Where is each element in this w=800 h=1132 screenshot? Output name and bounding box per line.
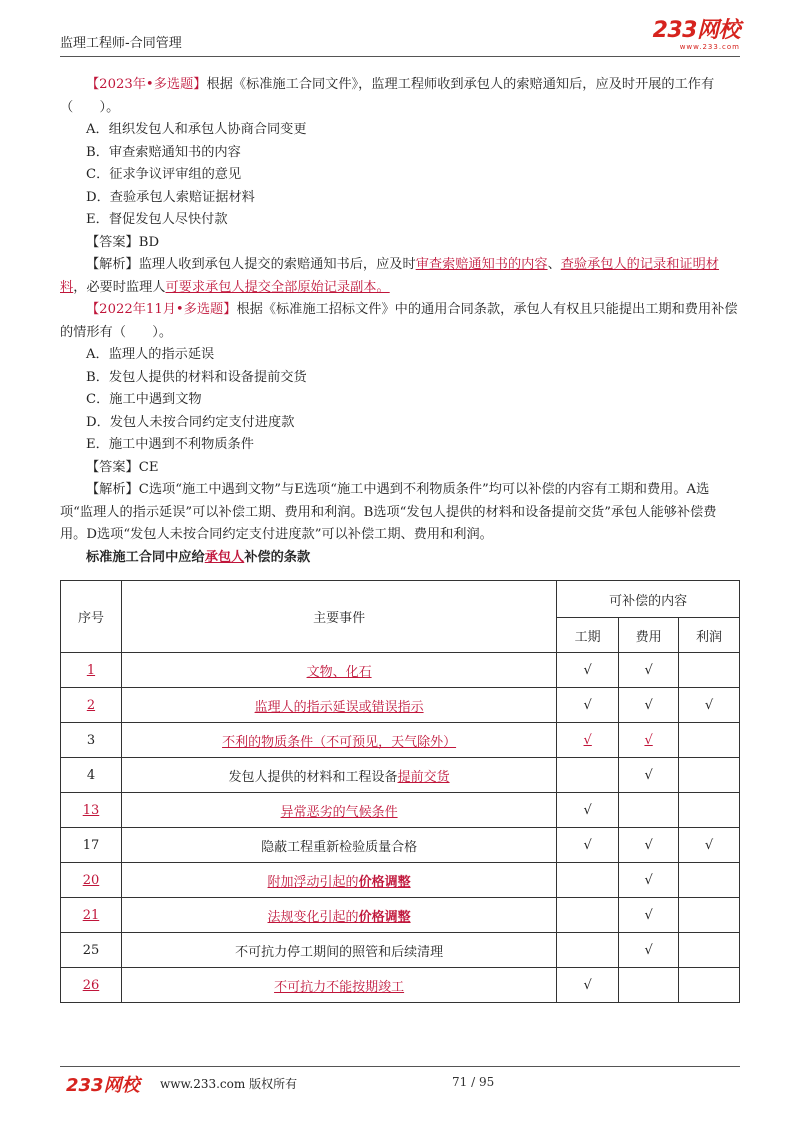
document-title: 监理工程师-合同管理 bbox=[60, 36, 182, 51]
option: C．施工中遇到文物 bbox=[86, 392, 202, 407]
table-title: 标准施工合同中应给承包人补偿的条款 bbox=[86, 549, 311, 565]
option: E．施工中遇到不利物质条件 bbox=[86, 437, 254, 452]
page-footer bbox=[60, 1066, 740, 1096]
table-row: 25 不可抗力停工期间的照管和后续清理 √ bbox=[61, 933, 740, 968]
question-tag: 【2022年11月•多选题】 bbox=[86, 302, 237, 317]
question-1-stem: 【2023年•多选题】根据《标准施工合同文件》，监理工程师收到承包人的索赔通知后，应及时开展的工作有（ ）。 bbox=[60, 77, 715, 115]
option: C．征求争议评审组的意见 bbox=[86, 167, 242, 182]
footer-logo: 233网校 bbox=[66, 1075, 140, 1096]
table-row: 21 法规变化引起的价格调整 √ bbox=[61, 898, 740, 933]
analysis: 【解析】C选项“施工中遇到文物”与E选项“施工中遇到不利物质条件”均可以补偿的内容有工期和费用。A选项“监理人的指示延误”可以补偿工期、费用和利润。B选项“发包人提供的材料和设备提前交货”承包人能够补偿费用。D选项“发包人未按合同约定支付进度款”可以补偿工期、费用和利润。 bbox=[60, 482, 717, 542]
option: A．监理人的指示延误 bbox=[86, 347, 215, 362]
option: E．督促发包人尽快付款 bbox=[86, 212, 228, 227]
table-row: 4 发包人提供的材料和工程设备提前交货 √ bbox=[61, 758, 740, 793]
table-row: 17 隐蔽工程重新检验质量合格 √ √ √ bbox=[61, 828, 740, 863]
header-num: 序号 bbox=[61, 581, 122, 653]
option: A．组织发包人和承包人协商合同变更 bbox=[86, 122, 307, 137]
answer: 【答案】CE bbox=[86, 459, 159, 475]
compensation-table bbox=[60, 580, 740, 1003]
page-content bbox=[60, 74, 742, 569]
option: D．查验承包人索赔证据材料 bbox=[86, 189, 255, 205]
table-row: 13 异常恶劣的气候条件 √ bbox=[61, 793, 740, 828]
page-header bbox=[60, 18, 740, 57]
header-compensation: 可补偿的内容 bbox=[557, 581, 740, 618]
header-cost: 费用 bbox=[619, 618, 679, 653]
table-row: 26 不可抗力不能按期竣工 √ bbox=[61, 968, 740, 1003]
table-row: 20 附加浮动引起的价格调整 √ bbox=[61, 863, 740, 898]
footer-site: www.233.com 版权所有 bbox=[160, 1077, 298, 1091]
question-tag: 【2023年•多选题】 bbox=[86, 77, 207, 92]
page-number: 71 / 95 bbox=[452, 1075, 495, 1089]
analysis: 【解析】监理人收到承包人提交的索赔通知书后，应及时审查索赔通知书的内容、查验承包人的记录和证明材料，必要时监理人可要求承包人提交全部原始记录副本。 bbox=[60, 257, 719, 295]
header-time: 工期 bbox=[557, 618, 619, 653]
brand-logo: 233网校 www.233.com bbox=[652, 18, 740, 51]
header-event: 主要事件 bbox=[121, 581, 556, 653]
table-row: 3 不利的物质条件（不可预见，天气除外） √ √ bbox=[61, 723, 740, 758]
header-profit: 利润 bbox=[679, 618, 740, 653]
table-row: 1 文物、化石 √ √ bbox=[61, 653, 740, 688]
question-2-stem: 【2022年11月•多选题】根据《标准施工招标文件》中的通用合同条款，承包人有权且只能提出工期和费用补偿的情形有（ ）。 bbox=[60, 302, 738, 340]
table-row: 2 监理人的指示延误或错误指示 √ √ √ bbox=[61, 688, 740, 723]
option: D．发包人未按合同约定支付进度款 bbox=[86, 414, 295, 430]
answer: 【答案】BD bbox=[86, 234, 160, 250]
option: B．发包人提供的材料和设备提前交货 bbox=[86, 369, 307, 385]
option: B．审查索赔通知书的内容 bbox=[86, 144, 241, 160]
